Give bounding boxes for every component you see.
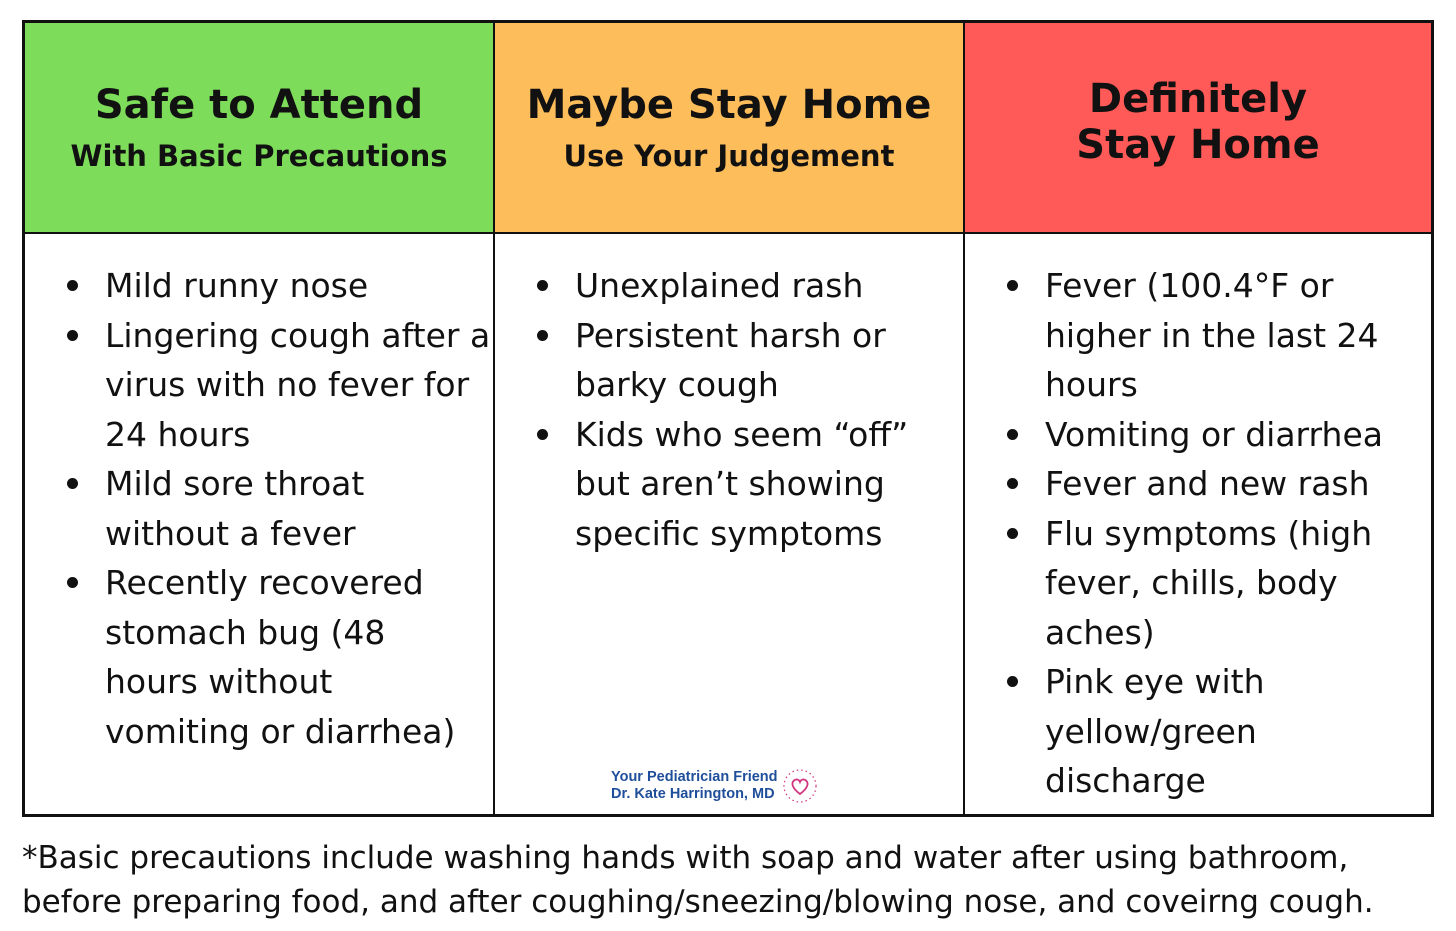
symptom-list [495,261,963,558]
credit-line-2: Dr. Kate Harrington, MD [611,786,775,802]
column-title: Maybe Stay Home [526,81,932,128]
list-item: Flu symptoms (high fever, chills, body aches) [965,509,1431,658]
column-body-maybe [495,234,965,814]
credit-line-1: Your Pediatrician Friend [611,769,778,785]
list-item: Kids who seem “off” but aren’t showing specific symptoms [495,410,963,559]
guideline-table [22,20,1434,817]
heart-icon [780,766,820,806]
list-item: Lingering cough after a virus with no fever for 24 hours [25,311,493,460]
author-credit [611,766,820,806]
column-title: Safe to Attend [94,81,424,128]
list-item: Fever and new rash [965,459,1431,509]
list-item: Vomiting or diarrhea [965,410,1431,460]
column-body-safe [25,234,495,814]
header-maybe-stay-home [495,23,965,234]
column-title: Definitely Stay Home [1076,75,1320,168]
footnote: *Basic precautions include washing hands with soap and water after using bathroom, before preparing food, and after coughing/sneezing/blowing nose, and coveirng cough. [22,840,1374,920]
column-body-definitely [965,234,1431,814]
list-item: Recently recovered stomach bug (48 hours without vomiting or diarrhea) [25,558,493,756]
column-subtitle: With Basic Precautions [70,138,448,173]
symptom-list [25,261,493,756]
column-subtitle: Use Your Judgement [563,138,895,173]
header-definitely-stay-home [965,23,1431,234]
list-item: Fever (100.4°F or higher in the last 24 hours [965,261,1431,410]
list-item: Persistent harsh or barky cough [495,311,963,410]
list-item: Mild runny nose [25,261,493,311]
list-item: Unexplained rash [495,261,963,311]
list-item: Pink eye with yellow/green discharge [965,657,1431,806]
header-safe-to-attend [25,23,495,234]
list-item: Mild sore throat without a fever [25,459,493,558]
symptom-list [965,261,1431,806]
